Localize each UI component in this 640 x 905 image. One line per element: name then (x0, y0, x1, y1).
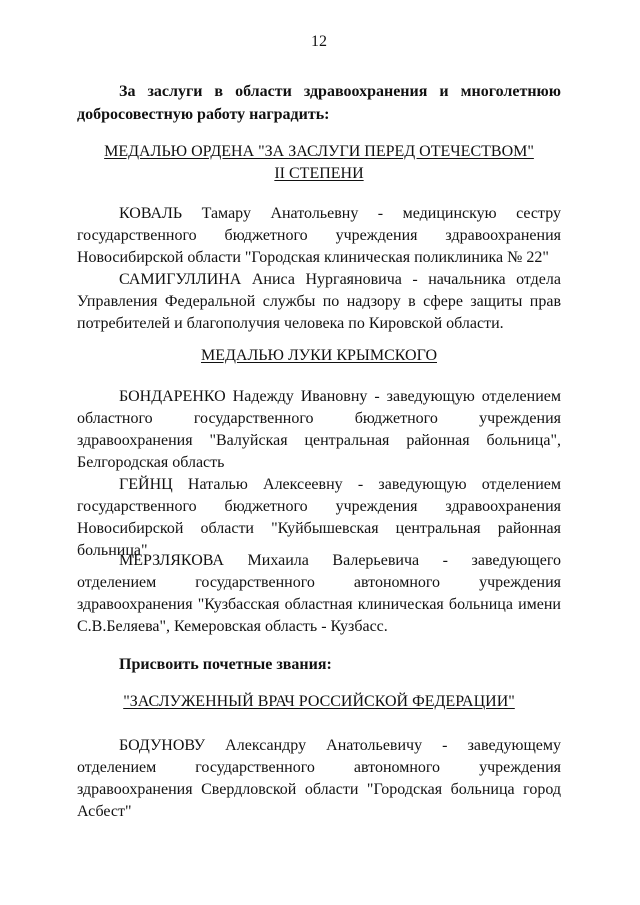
heading-line: МЕДАЛЬЮ ОРДЕНА "ЗА ЗАСЛУГИ ПЕРЕД ОТЕЧЕСТВОМ" (104, 143, 534, 160)
honorary-titles-label: Присвоить почетные звания: (119, 656, 332, 673)
award-entry-bondarenko: БОНДАРЕНКО Надежду Ивановну - заведующую отделением областного государственного бюджетного учреждения здравоохранения "Валуйская центральная районная больница", Белгородская область (77, 388, 561, 471)
heading-line: МЕДАЛЬЮ ЛУКИ КРЫМСКОГО (200, 347, 437, 364)
page-number: 12 (311, 33, 327, 50)
award-entry-bodunov: БОДУНОВУ Александру Анатольевичу - заведующему отделением государственного автономного учреждения здравоохранения Свердловской области "Городская больница город Асбест" (77, 737, 561, 820)
heading-line: "ЗАСЛУЖЕННЫЙ ВРАЧ РОССИЙСКОЙ ФЕДЕРАЦИИ" (123, 693, 515, 710)
document-page (77, 0, 561, 905)
award-entry-merzlyakov: МЕРЗЛЯКОВА Михаила Валерьевича - заведующего отделением государственного автономного учреждения здравоохранения "Кузбасская областная клиническая больница имени С.В.Беляева", Кемеровская область - Кузбасс. (77, 552, 561, 635)
section-heading-luka-medal (77, 345, 561, 367)
section-heading-honored-doctor (77, 691, 561, 713)
award-intro-text: За заслуги в области здравоохранения и многолетнюю добросовестную работу наградить: (77, 83, 561, 123)
section-heading-order-medal (77, 141, 561, 185)
award-entry-geints: ГЕЙНЦ Наталью Алексеевну - заведующую отделением государственного бюджетного учреждения здравоохранения Новосибирской области "Куйбышевская центральная районная больница" (77, 476, 561, 559)
award-entry-samigullin: САМИГУЛЛИНА Аниса Нургаяновича - начальника отдела Управления Федеральной службы по надзору в сфере защиты прав потребителей и благополучия человека по Кировской области. (77, 271, 561, 332)
award-entry-koval: КОВАЛЬ Тамару Анатольевну - медицинскую сестру государственного бюджетного учреждения здравоохранения Новосибирской области "Городская клиническая поликлиника № 22" (77, 205, 561, 266)
heading-line: II СТЕПЕНИ (274, 165, 364, 182)
